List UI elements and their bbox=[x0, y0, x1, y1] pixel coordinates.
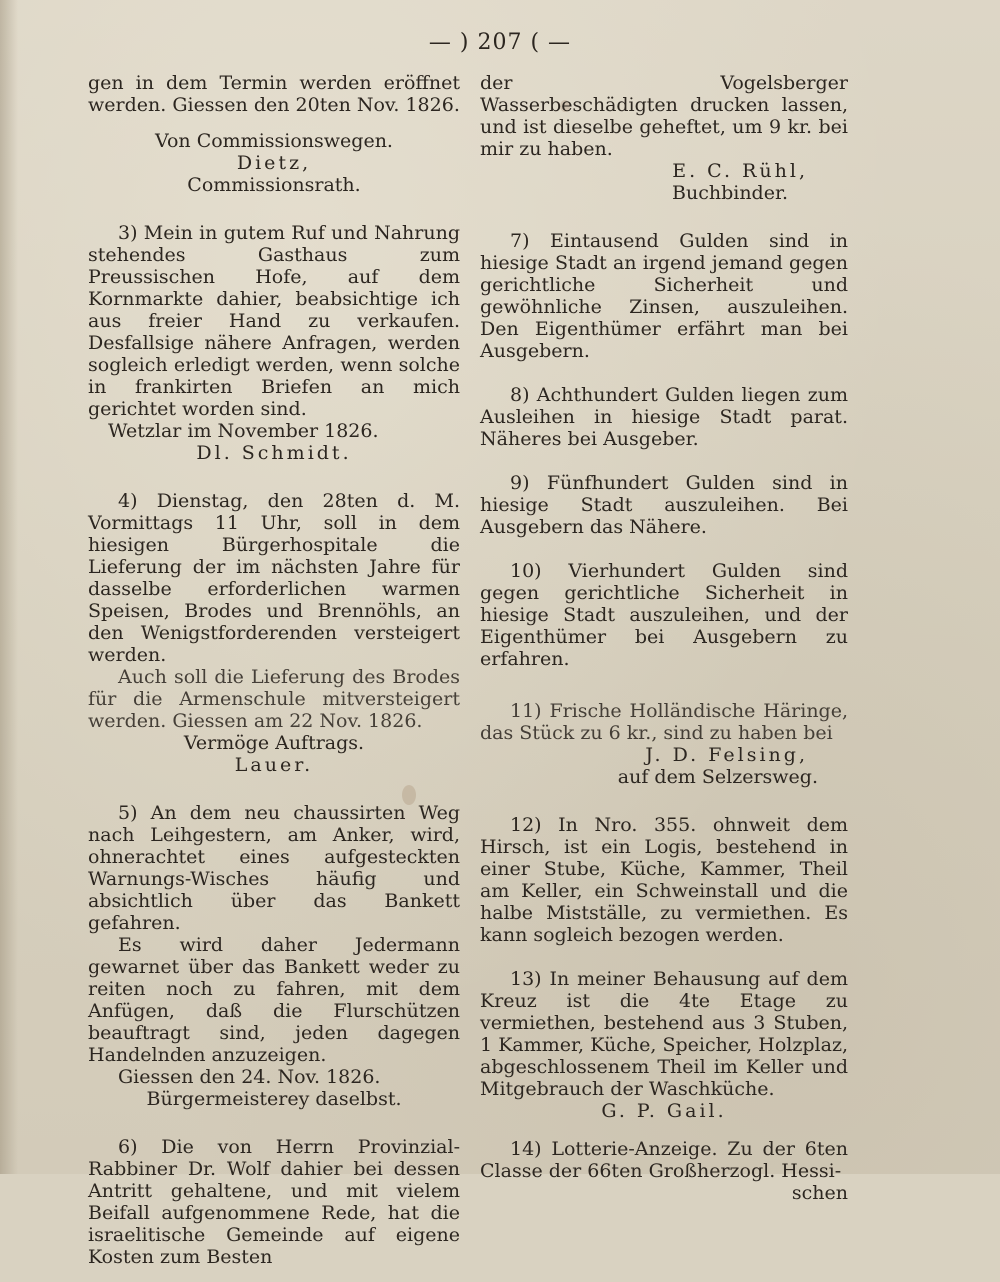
notice-12: 12) In Nro. 355. ohnweit dem Hirsch, ist ein Logis, bestehend in einer Stube, Küche, Kammer, Theil am Keller, ein Schweinstall und die halbe Mistställe, zu vermiethen. Es kann sogleich bezogen werden. bbox=[480, 814, 848, 946]
notice-7: 7) Eintausend Gulden sind in hiesige Stadt an irgend jemand gegen gerichtliche Sicherheit und gewöhnliche Zinsen, auszuleihen. Den Eigenthümer erfährt man bei Ausgebern. bbox=[480, 230, 848, 362]
notice-4: 4) Dienstag, den 28ten d. M. Vormittags 11 Uhr, soll in dem hiesigen Bürgerhospitale die Lieferung der im nächsten Jahre für dasselbe erforderlichen warmen Speisen, Brodes und Brennöhls, an den Wenigstforderenden versteigert werden. bbox=[88, 490, 460, 666]
notice-14-continued: schen bbox=[791, 1182, 848, 1204]
notice-3: 3) Mein in gutem Ruf und Nahrung stehendes Gasthaus zum Preussischen Hofe, auf dem Kornmarkte dahier, beabsichtige ich aus freier Hand zu verkaufen. Desfallsige nähere Anfragen, werden sogleich erledigt werden, wenn solche in frankirten Briefen an mich gerichtet worden sind. bbox=[88, 222, 460, 420]
notice-11-address: auf dem Selzersweg. bbox=[617, 766, 818, 788]
signature-name: Dietz, bbox=[236, 152, 312, 174]
notice-3-signature: Dl. Schmidt. bbox=[196, 442, 352, 464]
notice-13: 13) In meiner Behausung auf dem Kreuz ist die 4te Etage zu vermiethen, bestehend aus 3 Stuben, 1 Kammer, Küche, Speicher, Holzplaz, abgeschlossenem Theil im Keller und Mitgebrauch der Waschküche. bbox=[480, 968, 848, 1100]
notice-10: 10) Vierhundert Gulden sind gegen gerichtliche Sicherheit in hiesige Stadt auszuleihen, und der Eigenthümer bei Ausgebern zu erfahren. bbox=[480, 560, 848, 670]
notice-9: 9) Fünfhundert Gulden sind in hiesige Stadt auszuleihen. Bei Ausgebern das Nähere. bbox=[480, 472, 848, 538]
notice-4-second: Auch soll die Lieferung des Brodes für die Armenschule mitversteigert werden. Giessen am 22 Nov. 1826. bbox=[88, 666, 460, 732]
notice-5: 5) An dem neu chaussirten Weg nach Leihgestern, am Anker, wird, ohnerachtet eines aufgesteckten Warnungs-Wisches häufig und absichtlich über das Bankett gefahren. bbox=[88, 802, 460, 934]
signature-line: Von Commissionswegen. bbox=[155, 130, 393, 152]
notice-11-signature: J. D. Felsing, bbox=[645, 744, 808, 766]
notice-5-place-date: Giessen den 24. Nov. 1826. bbox=[118, 1066, 381, 1088]
notice-6-signature: E. C. Rühl, bbox=[672, 160, 808, 182]
notice-14: 14) Lotterie-Anzeige. Zu der 6ten Classe der 66ten Großherzogl. Hessi- bbox=[480, 1138, 848, 1182]
signature-title: Commissionsrath. bbox=[187, 174, 361, 196]
notice-8: 8) Achthundert Gulden liegen zum Ausleihen in hiesige Stadt parat. Näheres bei Ausgeber. bbox=[480, 384, 848, 450]
page-edge-shadow bbox=[0, 0, 18, 1174]
notice-4-signature: Lauer. bbox=[234, 754, 314, 776]
left-column bbox=[88, 72, 460, 1282]
notice-6-signature-title: Buchbinder. bbox=[672, 182, 788, 204]
page-number: — ) 207 ( — bbox=[428, 30, 572, 55]
notice-5-second: Es wird daher Jedermann gewarnet über das Bankett weder zu reiten noch zu fahren, mit dem Anfügen, daß die Flurschützen beauftragt sind, jeden dagegen Handelnden anzuzeigen. bbox=[88, 934, 460, 1066]
notice-3-place-date: Wetzlar im November 1826. bbox=[108, 420, 379, 442]
notice-6-continued: der Vogelsberger Wasserbeschädigten drucken lassen, und ist dieselbe geheftet, um 9 kr. bei mir zu haben. bbox=[480, 72, 848, 160]
right-column bbox=[480, 72, 848, 1204]
notice-2-end: gen in dem Termin werden eröffnet werden. Giessen den 20ten Nov. 1826. bbox=[88, 72, 460, 116]
notice-11: 11) Frische Holländische Häringe, das Stück zu 6 kr., sind zu haben bei bbox=[480, 700, 848, 744]
notice-4-signature-line: Vermöge Auftrags. bbox=[183, 732, 365, 754]
notice-5-signature: Bürgermeisterey daselbst. bbox=[146, 1088, 402, 1110]
notice-13-signature: G. P. Gail. bbox=[601, 1100, 727, 1122]
notice-6: 6) Die von Herrn Provinzial-Rabbiner Dr. Wolf dahier bei dessen Antritt gehaltene, und mit vielem Beifall aufgenommene Rede, hat die israelitische Gemeinde auf eigene Kosten zum Besten bbox=[88, 1136, 460, 1268]
